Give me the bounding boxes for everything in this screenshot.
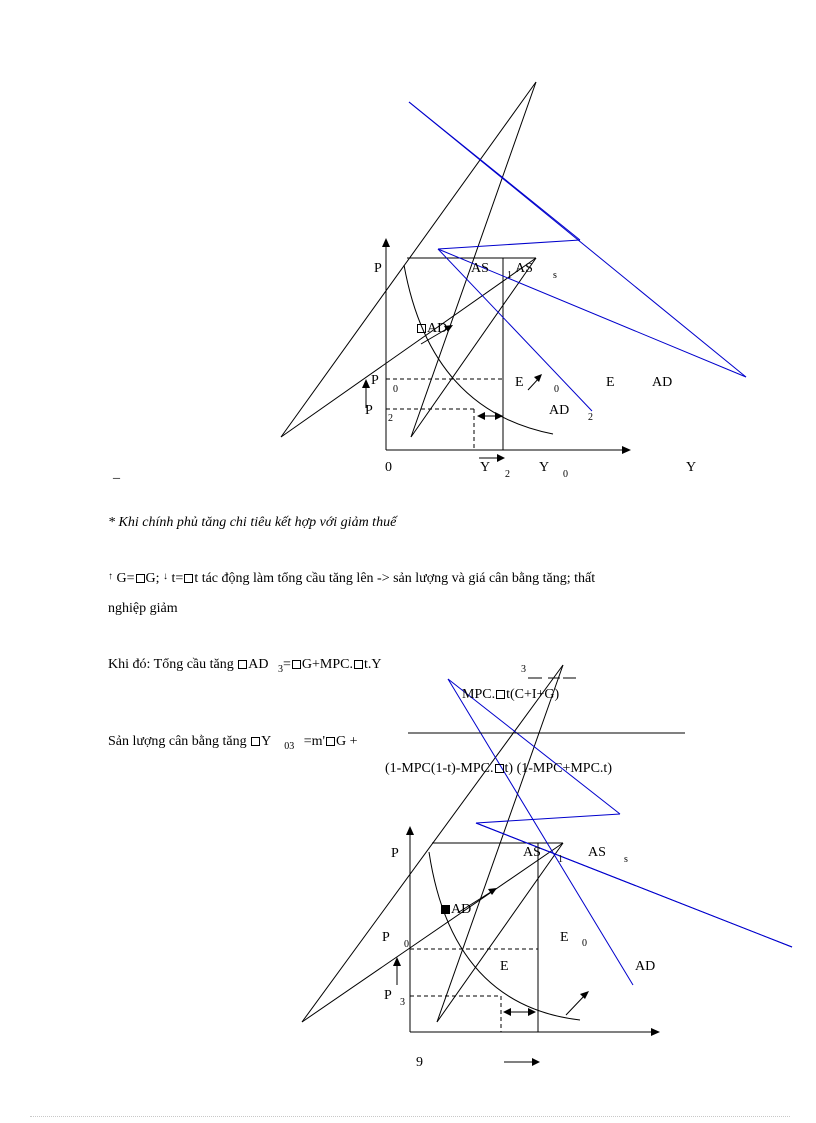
d1-label-p: P [374,261,382,276]
d2-label-p3: P [384,988,392,1003]
fraction1-sup: 3 [521,664,526,675]
fraction2-den-a: (1-MPC(1-t)-MPC. [385,761,494,776]
line3-part3: =m' [303,734,326,749]
d1-label-delta-ad-text: AD [427,321,448,336]
d2-label-as-subs: s [624,854,628,865]
d1-label-p0-sub: 0 [393,384,398,395]
d1-label-as2: AS [515,261,533,276]
underscore-mark: _ [113,466,120,481]
delta-icon [326,737,335,746]
fraction1-numerator-b: t(C+I+G) [506,687,560,702]
line3-part2: Y [261,734,271,749]
d2-label-as: AS [523,845,541,860]
delta-icon [496,690,505,699]
d2-label-as2: AS [588,845,606,860]
d1-label-ad2-sub: 2 [588,412,593,423]
d2-label-p0: P [382,930,390,945]
d2-label-delta-ad [440,902,471,918]
d1-label-ad2: AD [549,403,570,418]
d1-label-y2: Y [480,460,491,475]
d1-label-e: E [606,375,615,390]
d1-label-e0-sub: 0 [554,384,559,395]
d2-label-ad: AD [635,959,656,974]
line3-part4: G + [336,734,358,749]
line1-part1: G= [116,571,135,586]
line3-part1: Sản lượng cân bằng tăng [108,734,247,749]
section-heading: * Khi chính phủ tăng chi tiêu kết hợp với giảm thuế [108,515,397,530]
line2-part4: G+MPC. [301,657,353,672]
d1-label-y2-sub: 2 [505,469,510,480]
page-bottom-divider [30,1116,790,1117]
d1-label-as-subs: s [553,270,557,281]
up-arrow-icon: ↑ [108,571,113,582]
d2-label-p0-sub: 0 [404,939,409,950]
d2-delta-icon [441,905,450,914]
d1-label-as-sub1: 1 [507,270,512,281]
fraction2-denominator [385,761,612,777]
d2-label-e0-sub: 0 [582,938,587,949]
d1-label-p2: P [365,403,373,418]
down-arrow-icon: ↓ [163,571,169,582]
d2-label-e0: E [560,930,569,945]
delta-icon [495,764,504,773]
line2-sub: 3 [277,664,283,675]
d1-label-p2-sub: 2 [388,413,393,424]
d1-label-ad: AD [652,375,673,390]
fraction1-numerator [462,687,559,703]
line2-part5: t.Y [363,657,382,672]
d1-label-y0-sub: 0 [563,469,568,480]
line2-part3: = [282,657,291,672]
d1-label-p0: P [371,373,379,388]
fraction2-den-b: t) (1-MPC+MPC.t) [504,761,612,776]
d2-label-as-sub1: 1 [558,854,563,865]
line3-sub: 03 [284,741,295,752]
d1-label-origin: 0 [385,460,392,475]
d1-label-y: Y [686,460,697,475]
d1-label-e0: E [515,375,524,390]
line2-part1: Khi đó: Tổng cầu tăng [108,657,234,672]
d2-label-nine: 9 [416,1055,423,1070]
line2-part2: AD [248,657,269,672]
d2-label-delta-ad-text: AD [451,902,472,917]
line1-part3: t= [171,571,184,586]
delta-icon [251,737,260,746]
line1-part2: G; [145,571,160,586]
d2-label-p3-sub: 3 [400,997,405,1008]
d1-label-y0: Y [539,460,550,475]
d2-label-e: E [500,959,509,974]
paragraph-line-3 [108,734,358,752]
paragraph-line-1b: nghiệp giảm [108,601,178,616]
d2-label-p: P [391,846,399,861]
line1-part4: t tác động làm tổng cầu tăng lên -> sản lượng và giá cân bằng tăng; thất [194,571,596,586]
d1-label-as: AS [471,261,489,276]
fraction1-numerator-a: MPC. [462,687,496,702]
